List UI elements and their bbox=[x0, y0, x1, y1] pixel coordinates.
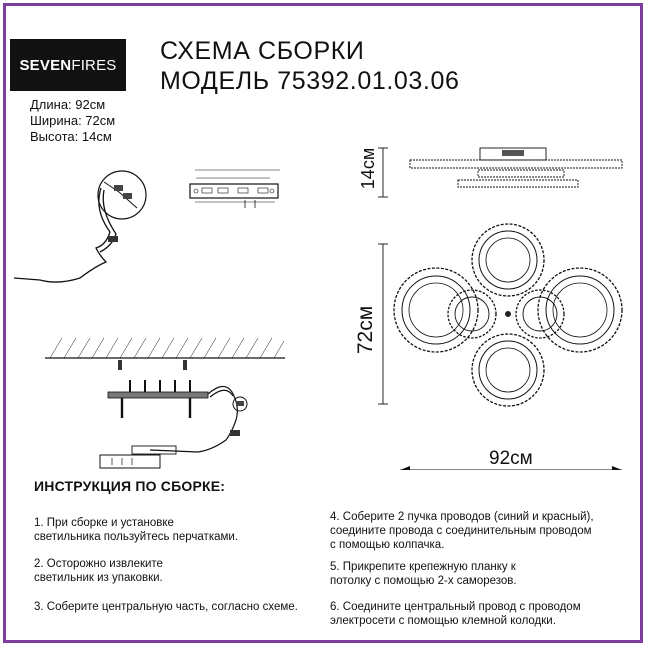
instruction-step-5 bbox=[330, 560, 517, 588]
instruction-step-4 bbox=[330, 510, 594, 552]
step-3-line-1: 3. Соберите центральную часть, согласно схеме. bbox=[34, 601, 298, 613]
width-label: 92см bbox=[489, 448, 533, 469]
step-1-line-2: светильника пользуйтесь перчатками. bbox=[34, 531, 239, 543]
height-label-wrap bbox=[360, 140, 390, 200]
instruction-step-3 bbox=[34, 600, 298, 614]
step-4-line-2: соедините провода с соединительным проводом bbox=[330, 525, 592, 537]
title-line-2: МОДЕЛЬ 75392.01.03.06 bbox=[160, 67, 460, 95]
brand-logo-thin: FIRES bbox=[71, 56, 117, 74]
step-5-line-1: 5. Прикрепите крепежную планку к bbox=[330, 561, 516, 573]
dimension-height: Высота: 14см bbox=[30, 129, 112, 144]
step-5-line-2: потолку с помощью 2-х саморезов. bbox=[330, 575, 517, 587]
step-6-line-1: 6. Соедините центральный провод с проводом bbox=[330, 601, 581, 613]
brand-logo-bold: SEVEN bbox=[19, 56, 72, 74]
instruction-step-2 bbox=[34, 557, 163, 585]
step-2-line-1: 2. Осторожно извлеките bbox=[34, 558, 163, 570]
mounting-bar-top-view bbox=[190, 170, 280, 208]
instructions-title: ИНСТРУКЦИЯ ПО СБОРКЕ: bbox=[34, 478, 226, 494]
step-2-line-2: светильник из упаковки. bbox=[34, 572, 163, 584]
central-mount-assembly bbox=[100, 360, 247, 468]
instruction-step-1 bbox=[34, 516, 238, 544]
step-4-line-3: с помощью колпачка. bbox=[330, 539, 445, 551]
step-4-line-1: 4. Соберите 2 пучка проводов (синий и красный), bbox=[330, 511, 594, 523]
ceiling-hatch bbox=[45, 338, 285, 358]
dimension-width: Ширина: 72см bbox=[30, 113, 116, 128]
dimension-length: Длина: 92см bbox=[30, 97, 106, 112]
step-6-line-2: электросети с помощью клемной колодки. bbox=[330, 615, 556, 627]
depth-label-wrap bbox=[352, 290, 392, 370]
step-1-line-1: 1. При сборке и установке bbox=[34, 517, 174, 529]
instruction-step-6 bbox=[330, 600, 581, 628]
side-view bbox=[378, 148, 622, 197]
wire-connector-detail bbox=[14, 171, 146, 282]
depth-label: 72см bbox=[354, 305, 378, 355]
title-line-1: СХЕМА СБОРКИ bbox=[160, 37, 365, 65]
height-label: 14см bbox=[358, 147, 379, 190]
rings-top-view bbox=[378, 224, 622, 406]
